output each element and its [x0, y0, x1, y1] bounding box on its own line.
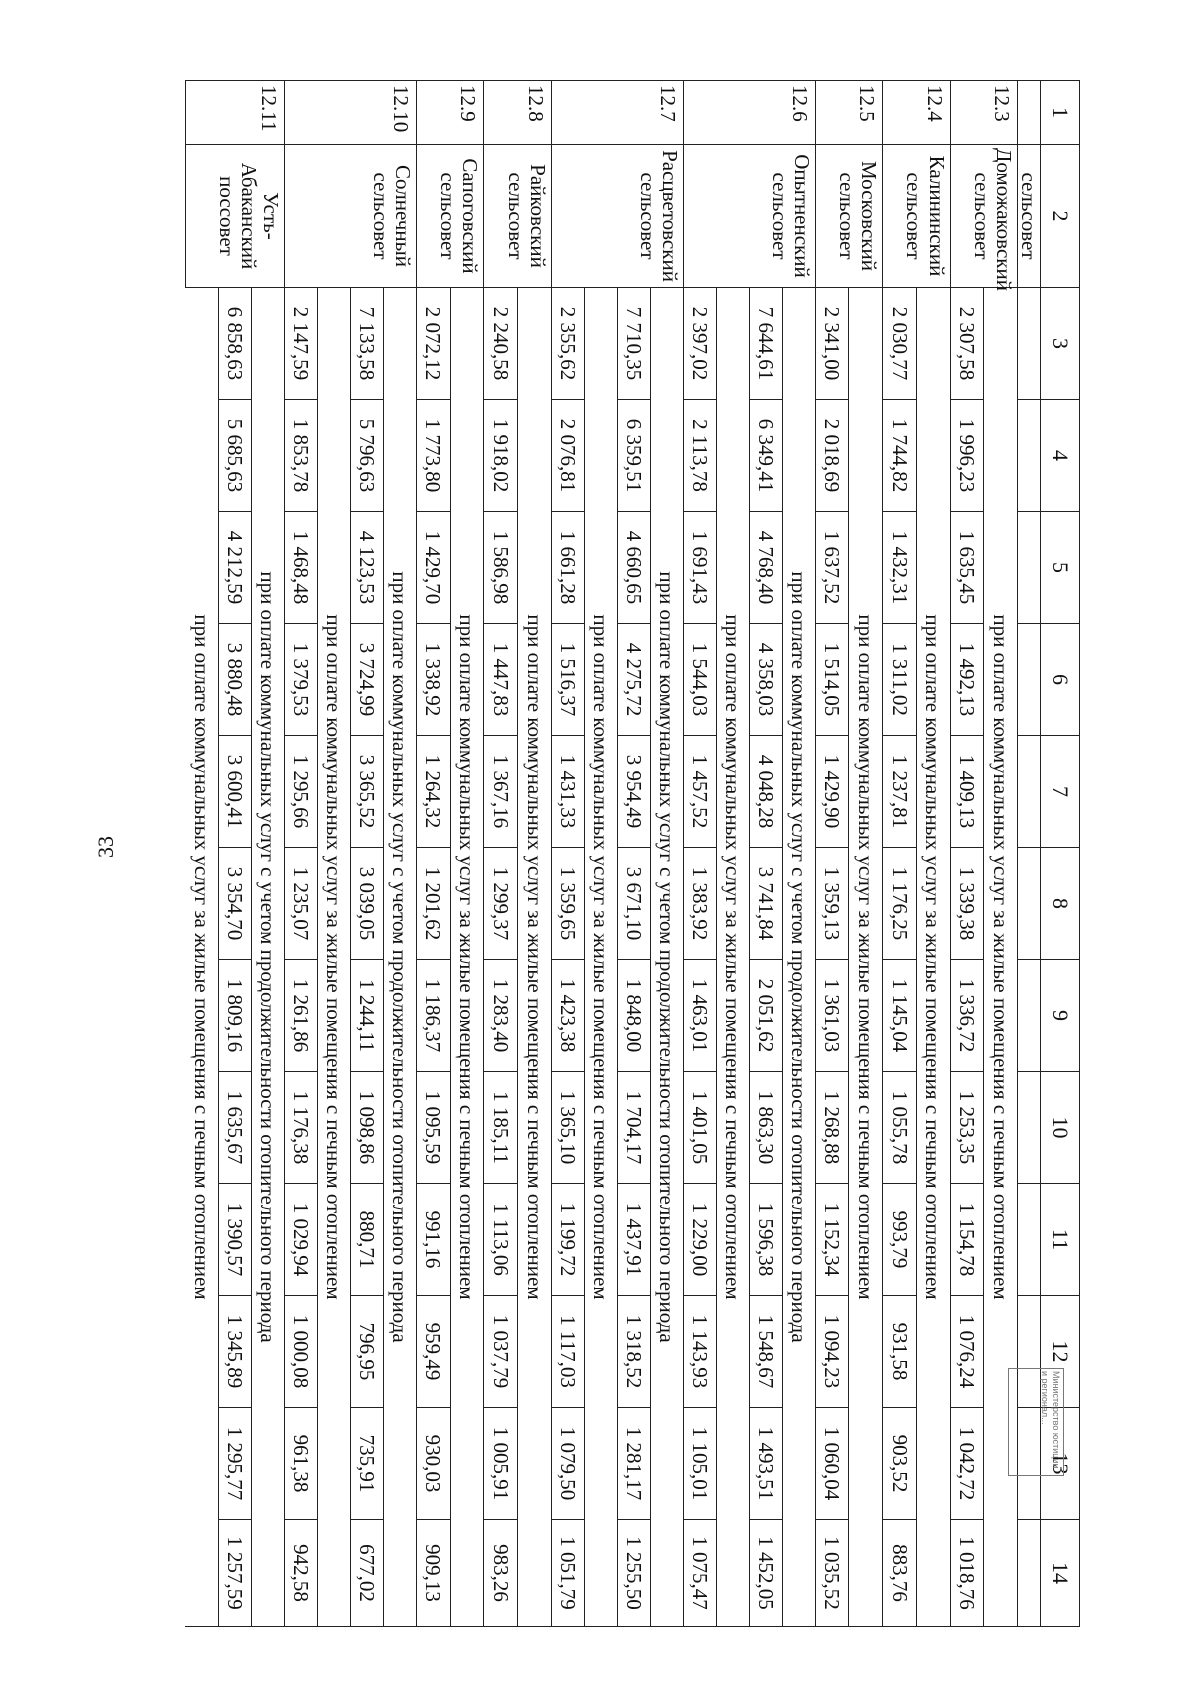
- value-cell: 1 367,16: [484, 736, 518, 848]
- value-cell: 1 431,33: [551, 736, 584, 848]
- value-cell: 1 365,10: [551, 1072, 584, 1184]
- value-cell: 1 318,52: [617, 1296, 650, 1408]
- value-cell: 796,95: [351, 1296, 384, 1408]
- value-cell: 1 423,38: [551, 960, 584, 1072]
- ministry-stamp: Министерство юстиции и регионал...: [1008, 1368, 1064, 1476]
- municipality-name: Опытненский сельсовет: [683, 145, 815, 288]
- value-cell: 1 809,16: [218, 960, 251, 1072]
- section-caption: при оплате коммунальных услуг с учетом продолжительности отопительного периода: [384, 288, 417, 1627]
- column-header: 11: [1041, 1184, 1080, 1296]
- value-cell: 1 005,91: [484, 1408, 518, 1520]
- value-cell: 1 361,03: [815, 960, 849, 1072]
- value-cell: 1 691,43: [683, 512, 716, 624]
- value-cell: 1 042,72: [950, 1408, 984, 1520]
- value-cell: 3 880,48: [218, 624, 251, 736]
- value-cell: 1 295,77: [218, 1408, 251, 1520]
- municipality-name: Московский сельсовет: [815, 145, 882, 288]
- value-cell: 1 383,92: [683, 848, 716, 960]
- section-caption: при оплате коммунальных услуг за жилые помещения с печным отоплением: [916, 288, 950, 1627]
- value-cell: 1 095,59: [417, 1072, 451, 1184]
- page-number: 33: [93, 836, 118, 858]
- value-cell: 1 744,82: [883, 400, 917, 512]
- value-cell: 1 098,86: [351, 1072, 384, 1184]
- value-cell: 1 244,11: [351, 960, 384, 1072]
- value-cell: 1 000,08: [285, 1296, 318, 1408]
- column-header: 7: [1041, 736, 1080, 848]
- value-cell: 1 437,91: [617, 1184, 650, 1296]
- value-cell: 993,79: [883, 1184, 917, 1296]
- value-cell: 1 035,52: [815, 1520, 849, 1627]
- value-cell: 942,58: [285, 1520, 318, 1627]
- values-row: [683, 81, 716, 1627]
- value-cell: 880,71: [351, 1184, 384, 1296]
- value-cell: 1 094,23: [815, 1296, 849, 1408]
- row-number: 12.9: [417, 81, 484, 145]
- value-cell: 1 379,53: [285, 624, 318, 736]
- row-number: 12.5: [815, 81, 882, 145]
- tariff-table-rotated: [185, 80, 1080, 1610]
- values-row: [950, 81, 984, 1627]
- section-caption: при оплате коммунальных услуг с учетом продолжительности отопительного периода: [650, 288, 683, 1627]
- column-header: 14: [1041, 1520, 1080, 1627]
- value-cell: 1 281,17: [617, 1408, 650, 1520]
- value-cell: 2 072,12: [417, 288, 451, 400]
- value-cell: 1 055,78: [883, 1072, 917, 1184]
- value-cell: 6 349,41: [749, 400, 782, 512]
- value-cell: 1 237,81: [883, 736, 917, 848]
- municipality-name: Райковский сельсовет: [484, 145, 551, 288]
- value-cell: 3 354,70: [218, 848, 251, 960]
- value-cell: 1 492,13: [950, 624, 984, 736]
- value-cell: 4 660,65: [617, 512, 650, 624]
- row-number: 12.6: [683, 81, 815, 145]
- section-caption-row: [318, 81, 351, 1627]
- value-cell: 903,52: [883, 1408, 917, 1520]
- empty-cell: [1017, 1184, 1040, 1296]
- column-header: 3: [1041, 288, 1080, 400]
- values-row: [815, 81, 849, 1627]
- value-cell: 1 117,03: [551, 1296, 584, 1408]
- column-header: 9: [1041, 960, 1080, 1072]
- row-number: 12.10: [285, 81, 417, 145]
- value-cell: 1 145,04: [883, 960, 917, 1072]
- values-row: [617, 81, 650, 1627]
- section-caption: при оплате коммунальных услуг за жилые помещения с печным отоплением: [716, 288, 749, 1627]
- value-cell: 6 858,63: [218, 288, 251, 400]
- empty-cell: [1017, 1520, 1040, 1627]
- value-cell: 2 113,78: [683, 400, 716, 512]
- value-cell: 931,58: [883, 1296, 917, 1408]
- section-caption-row: [251, 81, 284, 1627]
- column-header: 6: [1041, 624, 1080, 736]
- empty-cell: [1017, 400, 1040, 512]
- value-cell: 1 596,38: [749, 1184, 782, 1296]
- values-row: [551, 81, 584, 1627]
- value-cell: 1 447,83: [484, 624, 518, 736]
- empty-cell: [1017, 1072, 1040, 1184]
- section-caption: при оплате коммунальных услуг за жилые помещения с печным отоплением: [186, 288, 219, 1627]
- column-header: 1: [1041, 81, 1080, 145]
- row-number: 12.4: [883, 81, 950, 145]
- values-row: [218, 81, 251, 1627]
- value-cell: 1 264,32: [417, 736, 451, 848]
- value-cell: 1 037,79: [484, 1296, 518, 1408]
- values-row: [351, 81, 384, 1627]
- value-cell: 991,16: [417, 1184, 451, 1296]
- value-cell: 2 355,62: [551, 288, 584, 400]
- section-caption: при оплате коммунальных услуг с учетом продолжительности отопительного периода: [251, 288, 284, 1627]
- value-cell: 7 133,58: [351, 288, 384, 400]
- value-cell: 4 048,28: [749, 736, 782, 848]
- row-number: 12.3: [950, 81, 1017, 145]
- value-cell: 930,03: [417, 1408, 451, 1520]
- value-cell: 1 075,47: [683, 1520, 716, 1627]
- value-cell: 6 359,51: [617, 400, 650, 512]
- empty-cell: [1017, 288, 1040, 400]
- value-cell: 1 185,11: [484, 1072, 518, 1184]
- value-cell: 959,49: [417, 1296, 451, 1408]
- continuation-label: сельсовет: [1017, 145, 1040, 288]
- value-cell: 1 468,48: [285, 512, 318, 624]
- value-cell: 2 147,59: [285, 288, 318, 400]
- municipality-name: Расцветовский сельсовет: [551, 145, 683, 288]
- tariff-table: [185, 80, 1080, 1627]
- section-caption: при оплате коммунальных услуг за жилые помещения с печным отоплением: [518, 288, 552, 1627]
- column-header: 4: [1041, 400, 1080, 512]
- value-cell: 1 018,76: [950, 1520, 984, 1627]
- empty-cell: [1017, 512, 1040, 624]
- section-caption-row: [450, 81, 484, 1627]
- value-cell: 1 493,51: [749, 1408, 782, 1520]
- value-cell: 1 105,01: [683, 1408, 716, 1520]
- value-cell: 1 516,37: [551, 624, 584, 736]
- column-header: 5: [1041, 512, 1080, 624]
- value-cell: 1 853,78: [285, 400, 318, 512]
- value-cell: 1 544,03: [683, 624, 716, 736]
- section-caption: при оплате коммунальных услуг за жилые помещения с печным отоплением: [450, 288, 484, 1627]
- empty-cell: [1017, 736, 1040, 848]
- section-caption-row: [916, 81, 950, 1627]
- value-cell: 1 848,00: [617, 960, 650, 1072]
- value-cell: 3 724,99: [351, 624, 384, 736]
- value-cell: 1 186,37: [417, 960, 451, 1072]
- value-cell: 1 152,34: [815, 1184, 849, 1296]
- value-cell: 1 176,25: [883, 848, 917, 960]
- value-cell: 2 051,62: [749, 960, 782, 1072]
- value-cell: 1 996,23: [950, 400, 984, 512]
- value-cell: 1 154,78: [950, 1184, 984, 1296]
- value-cell: 1 253,35: [950, 1072, 984, 1184]
- value-cell: 3 365,52: [351, 736, 384, 848]
- value-cell: 3 600,41: [218, 736, 251, 848]
- value-cell: 1 635,45: [950, 512, 984, 624]
- section-caption-row: [650, 81, 683, 1627]
- value-cell: 2 030,77: [883, 288, 917, 400]
- value-cell: 1 548,67: [749, 1296, 782, 1408]
- value-cell: 5 685,63: [218, 400, 251, 512]
- value-cell: 3 741,84: [749, 848, 782, 960]
- value-cell: 1 409,13: [950, 736, 984, 848]
- value-cell: 7 710,35: [617, 288, 650, 400]
- value-cell: 1 863,30: [749, 1072, 782, 1184]
- value-cell: 961,38: [285, 1408, 318, 1520]
- values-row: [484, 81, 518, 1627]
- column-header: 12: [1041, 1296, 1080, 1408]
- column-header: 10: [1041, 1072, 1080, 1184]
- empty-cell: [1017, 848, 1040, 960]
- section-caption: при оплате коммунальных услуг за жилые помещения с печным отоплением: [584, 288, 617, 1627]
- value-cell: 4 768,40: [749, 512, 782, 624]
- section-caption: при оплате коммунальных услуг за жилые помещения с печным отоплением: [984, 288, 1018, 1627]
- value-cell: 1 338,92: [417, 624, 451, 736]
- value-cell: 1 113,06: [484, 1184, 518, 1296]
- value-cell: 1 229,00: [683, 1184, 716, 1296]
- value-cell: 677,02: [351, 1520, 384, 1627]
- value-cell: 1 661,28: [551, 512, 584, 624]
- value-cell: 1 432,31: [883, 512, 917, 624]
- value-cell: 1 452,05: [749, 1520, 782, 1627]
- municipality-name: Доможаковский сельсовет: [950, 145, 1017, 288]
- value-cell: 1 345,89: [218, 1296, 251, 1408]
- value-cell: 1 401,05: [683, 1072, 716, 1184]
- section-caption-row: [384, 81, 417, 1627]
- value-cell: 4 275,72: [617, 624, 650, 736]
- value-cell: 1 339,38: [950, 848, 984, 960]
- section-caption-row: [518, 81, 552, 1627]
- value-cell: 4 212,59: [218, 512, 251, 624]
- value-cell: 1 029,94: [285, 1184, 318, 1296]
- value-cell: 909,13: [417, 1520, 451, 1627]
- value-cell: 983,26: [484, 1520, 518, 1627]
- value-cell: 1 299,37: [484, 848, 518, 960]
- values-row: [285, 81, 318, 1627]
- value-cell: 7 644,61: [749, 288, 782, 400]
- value-cell: 1 201,62: [417, 848, 451, 960]
- column-header: 8: [1041, 848, 1080, 960]
- section-caption: при оплате коммунальных услуг за жилые помещения с печным отоплением: [318, 288, 351, 1627]
- value-cell: 3 039,05: [351, 848, 384, 960]
- value-cell: 3 671,10: [617, 848, 650, 960]
- row-number: 12.11: [186, 81, 285, 145]
- section-caption: при оплате коммунальных услуг с учетом продолжительности отопительного периода: [782, 288, 815, 1627]
- row-number: 12.8: [484, 81, 551, 145]
- value-cell: 1 257,59: [218, 1520, 251, 1627]
- value-cell: 1 255,50: [617, 1520, 650, 1627]
- column-header: 13: [1041, 1408, 1080, 1520]
- empty-cell: [1017, 960, 1040, 1072]
- value-cell: 4 123,53: [351, 512, 384, 624]
- value-cell: 1 586,98: [484, 512, 518, 624]
- value-cell: 1 199,72: [551, 1184, 584, 1296]
- section-caption: при оплате коммунальных услуг за жилые помещения с печным отоплением: [849, 288, 883, 1627]
- value-cell: 1 060,04: [815, 1408, 849, 1520]
- value-cell: 2 240,58: [484, 288, 518, 400]
- value-cell: 1 143,93: [683, 1296, 716, 1408]
- value-cell: 1 076,24: [950, 1296, 984, 1408]
- value-cell: 1 051,79: [551, 1520, 584, 1627]
- value-cell: 1 176,38: [285, 1072, 318, 1184]
- values-row: [417, 81, 451, 1627]
- value-cell: 2 018,69: [815, 400, 849, 512]
- value-cell: 1 918,02: [484, 400, 518, 512]
- section-caption-row: [849, 81, 883, 1627]
- value-cell: 1 311,02: [883, 624, 917, 736]
- value-cell: 735,91: [351, 1408, 384, 1520]
- value-cell: 2 076,81: [551, 400, 584, 512]
- value-cell: 1 773,80: [417, 400, 451, 512]
- value-cell: 2 341,00: [815, 288, 849, 400]
- municipality-name: Усть-Абаканский поссовет: [186, 145, 285, 288]
- value-cell: 1 283,40: [484, 960, 518, 1072]
- value-cell: 1 359,13: [815, 848, 849, 960]
- value-cell: 1 637,52: [815, 512, 849, 624]
- value-cell: 1 390,57: [218, 1184, 251, 1296]
- empty-cell: [1017, 81, 1040, 145]
- value-cell: 1 295,66: [285, 736, 318, 848]
- value-cell: 1 079,50: [551, 1408, 584, 1520]
- value-cell: 1 514,05: [815, 624, 849, 736]
- empty-cell: [1017, 624, 1040, 736]
- value-cell: 1 359,65: [551, 848, 584, 960]
- values-row: [883, 81, 917, 1627]
- value-cell: 883,76: [883, 1520, 917, 1627]
- value-cell: 1 429,90: [815, 736, 849, 848]
- value-cell: 1 463,01: [683, 960, 716, 1072]
- value-cell: 4 358,03: [749, 624, 782, 736]
- value-cell: 1 235,07: [285, 848, 318, 960]
- value-cell: 2 307,58: [950, 288, 984, 400]
- value-cell: 1 336,72: [950, 960, 984, 1072]
- value-cell: 2 397,02: [683, 288, 716, 400]
- row-number: 12.7: [551, 81, 683, 145]
- value-cell: 3 954,49: [617, 736, 650, 848]
- section-caption-row: [716, 81, 749, 1627]
- values-row: [749, 81, 782, 1627]
- value-cell: 1 429,70: [417, 512, 451, 624]
- value-cell: 5 796,63: [351, 400, 384, 512]
- section-caption-row: [782, 81, 815, 1627]
- section-caption-row: [186, 81, 219, 1627]
- value-cell: 1 635,67: [218, 1072, 251, 1184]
- value-cell: 1 457,52: [683, 736, 716, 848]
- value-cell: 1 704,17: [617, 1072, 650, 1184]
- municipality-name: Калининский сельсовет: [883, 145, 950, 288]
- municipality-name: Сапоговский сельсовет: [417, 145, 484, 288]
- municipality-name: Солнечный сельсовет: [285, 145, 417, 288]
- value-cell: 1 261,86: [285, 960, 318, 1072]
- column-header: 2: [1041, 145, 1080, 288]
- value-cell: 1 268,88: [815, 1072, 849, 1184]
- section-caption-row: [584, 81, 617, 1627]
